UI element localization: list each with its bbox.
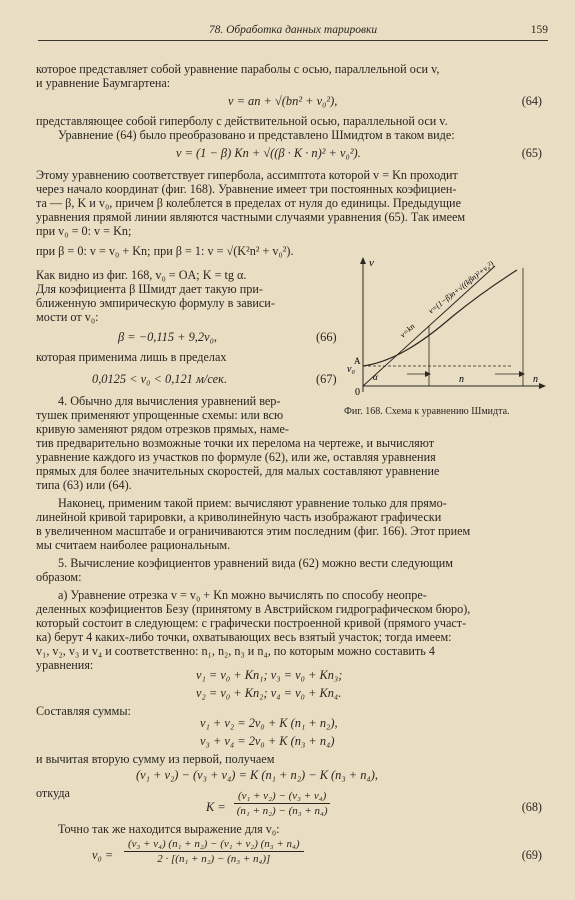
- formula-69-fraction: [124, 838, 304, 865]
- text-line: уравнения:: [36, 658, 94, 672]
- equation-number: (69): [521, 848, 542, 862]
- text-line: откуда: [36, 786, 70, 800]
- label-v-axis: v: [369, 257, 374, 269]
- formula-69-numerator: (v₃ + v₄) (n₁ + n₂) − (v₁ + v₂) (n₃ + n₄): [124, 838, 304, 852]
- formula-69-denominator: 2 · [(n₁ + n₂) − (n₃ + n₄)]: [157, 853, 271, 865]
- text-line: ка) берут 4 каких-либо точки, охватывающих весь взятый участок; тогда имеем:: [36, 630, 452, 644]
- text-line: Как видно из фиг. 168, v₀ = OA; K = tg α.: [36, 268, 247, 282]
- figure-caption: Фиг. 168. Схема к уравнению Шмидта.: [344, 406, 510, 417]
- text-line: Уравнение (64) было преобразовано и представлено Шмидтом в таком виде:: [58, 128, 455, 142]
- text-line: через начало координат (фиг. 168). Уравнение имеет три постоянных коэфициен-: [36, 182, 457, 196]
- text-line: который состоит в следующем: с графически построенной кривой (прямого участ-: [36, 616, 467, 630]
- text-line: линейной кривой тарировки, а криволинейную часть изображают графически: [36, 510, 442, 524]
- sum-equation-b: v₃ + v₄ = 2v₀ + K (n₃ + n₄): [200, 734, 335, 748]
- formula-65: v = (1 − β) Kn + √((β · K · n)² + v₀²).: [176, 146, 361, 160]
- text-line: Составляя суммы:: [36, 704, 131, 718]
- text-line: Точно так же находится выражение для v₀:: [58, 822, 280, 836]
- text-line: прямых для более значительных скоростей, для малых составляют уравнение: [36, 464, 440, 478]
- running-header: [38, 24, 548, 41]
- formula-68-fraction: [234, 790, 330, 817]
- text-line: типа (63) или (64).: [36, 478, 132, 492]
- page-number: 159: [530, 24, 548, 36]
- formula-68-numerator: (v₁ + v₂) − (v₃ + v₄): [234, 790, 330, 804]
- text-line: которое представляет собой уравнение параболы с осью, параллельной оси v,: [36, 62, 440, 76]
- text-line: v₁, v₂, v₃ и v₄ и соответственно: n₁, n₂, n₃ и n₄, по которым можно составить 4: [36, 644, 435, 658]
- formula-64: v = an + √(bn² + v₀²),: [228, 94, 338, 108]
- text-line: а) Уравнение отрезка v = v₀ + Kn можно вычислять по способу неопре-: [58, 588, 427, 602]
- equation-number: (68): [521, 800, 542, 814]
- text-line: и вычитая вторую сумму из первой, получаем: [36, 752, 275, 766]
- text-line: деленных коэфициентов Безу (принятому в Австрийском гидрографическом бюро),: [36, 602, 471, 616]
- formula-69-lhs: v₀ =: [92, 848, 114, 862]
- figure-168: [345, 254, 550, 399]
- sum-equation-a: v₁ + v₂ = 2v₀ + K (n₁ + n₂),: [200, 716, 338, 730]
- equation-number: (64): [521, 94, 542, 108]
- equation-number: (65): [521, 146, 542, 160]
- text-line: при v₀ = 0: v = Kn;: [36, 224, 132, 238]
- text-line: при β = 0: v = v₀ + Kn; при β = 1: v = √(K²n² + v₀²).: [36, 244, 294, 258]
- formula-66: β = −0,115 + 9,2v₀,: [118, 330, 217, 344]
- text-line: Этому уравнению соответствует гипербола, ассимптота которой v = Kn проходит: [36, 168, 458, 182]
- text-line: мости от v₀:: [36, 310, 99, 324]
- text-line: образом:: [36, 570, 82, 584]
- asymptote-label: v=kn: [398, 321, 417, 340]
- text-line: представляющее собой гиперболу с действительной осью, параллельной оси v.: [36, 114, 448, 128]
- label-n-segment: n: [459, 374, 464, 385]
- text-line: уравнение каждого из участков по формуле (62), или же, оставляя уравнения: [36, 450, 436, 464]
- label-n-axis: n: [533, 374, 538, 385]
- label-origin: 0: [355, 387, 360, 398]
- label-alpha: α: [373, 372, 378, 382]
- text-line: тушек применяют упрощенные схемы: или всю: [36, 408, 284, 422]
- label-A: A: [354, 356, 361, 366]
- text-line: ближенную эмпирическую формулу в зависи-: [36, 296, 275, 310]
- section-title: 78. Обработка данных тарировки: [208, 24, 378, 36]
- text-line: 4. Обычно для вычисления уравнений вер-: [58, 394, 281, 408]
- text-line: кривую заменяют рядом отрезков прямых, наме-: [36, 422, 289, 436]
- system-equations-b: v₂ = v₀ + Kn₂; v₄ = v₀ + Kn₄.: [196, 686, 342, 700]
- formula-67: 0,0125 < v₀ < 0,121 м/сек.: [92, 372, 228, 386]
- label-v0: v₀: [347, 364, 355, 375]
- formula-68-lhs: K =: [206, 800, 226, 814]
- text-line: в увеличенном масштабе и ограничиваются этим последним (фиг. 166). Этот прием: [36, 524, 471, 538]
- equation-number: (67): [316, 372, 337, 386]
- text-line: тив предварительно возможные точки их перелома на чертеже, и вычисляют: [36, 436, 435, 450]
- text-line: и уравнение Баумгартена:: [36, 76, 171, 90]
- text-line: уравнения прямой линии являются частными случаями уравнения (65). Так имеем: [36, 210, 466, 224]
- formula-68-denominator: (n₁ + n₂) − (n₃ + n₄): [236, 805, 328, 817]
- text-line: мы считаем наиболее рациональным.: [36, 538, 231, 552]
- system-equations-a: v₁ = v₀ + Kn₁; v₃ = v₀ + Kn₃;: [196, 668, 343, 682]
- text-line: 5. Вычисление коэфициентов уравнений вида (62) можно вести следующим: [58, 556, 453, 570]
- difference-equation: (v₁ + v₂) − (v₃ + v₄) = K (n₁ + n₂) − K (n₃ + n₄),: [136, 768, 378, 782]
- curve-label: v=(1−β)n+√((kβn)²+v₀²): [426, 259, 496, 316]
- text-line: Наконец, применим такой прием: вычисляют уравнение только для прямо-: [58, 496, 447, 510]
- text-line: Для коэфициента β Шмидт дает такую при-: [36, 282, 263, 296]
- equation-number: (66): [316, 330, 337, 344]
- text-line: та — β, K и v₀, причем β колеблется в пределах от нуля до единицы. Предыдущие: [36, 196, 461, 210]
- text-line: которая применима лишь в пределах: [36, 350, 227, 364]
